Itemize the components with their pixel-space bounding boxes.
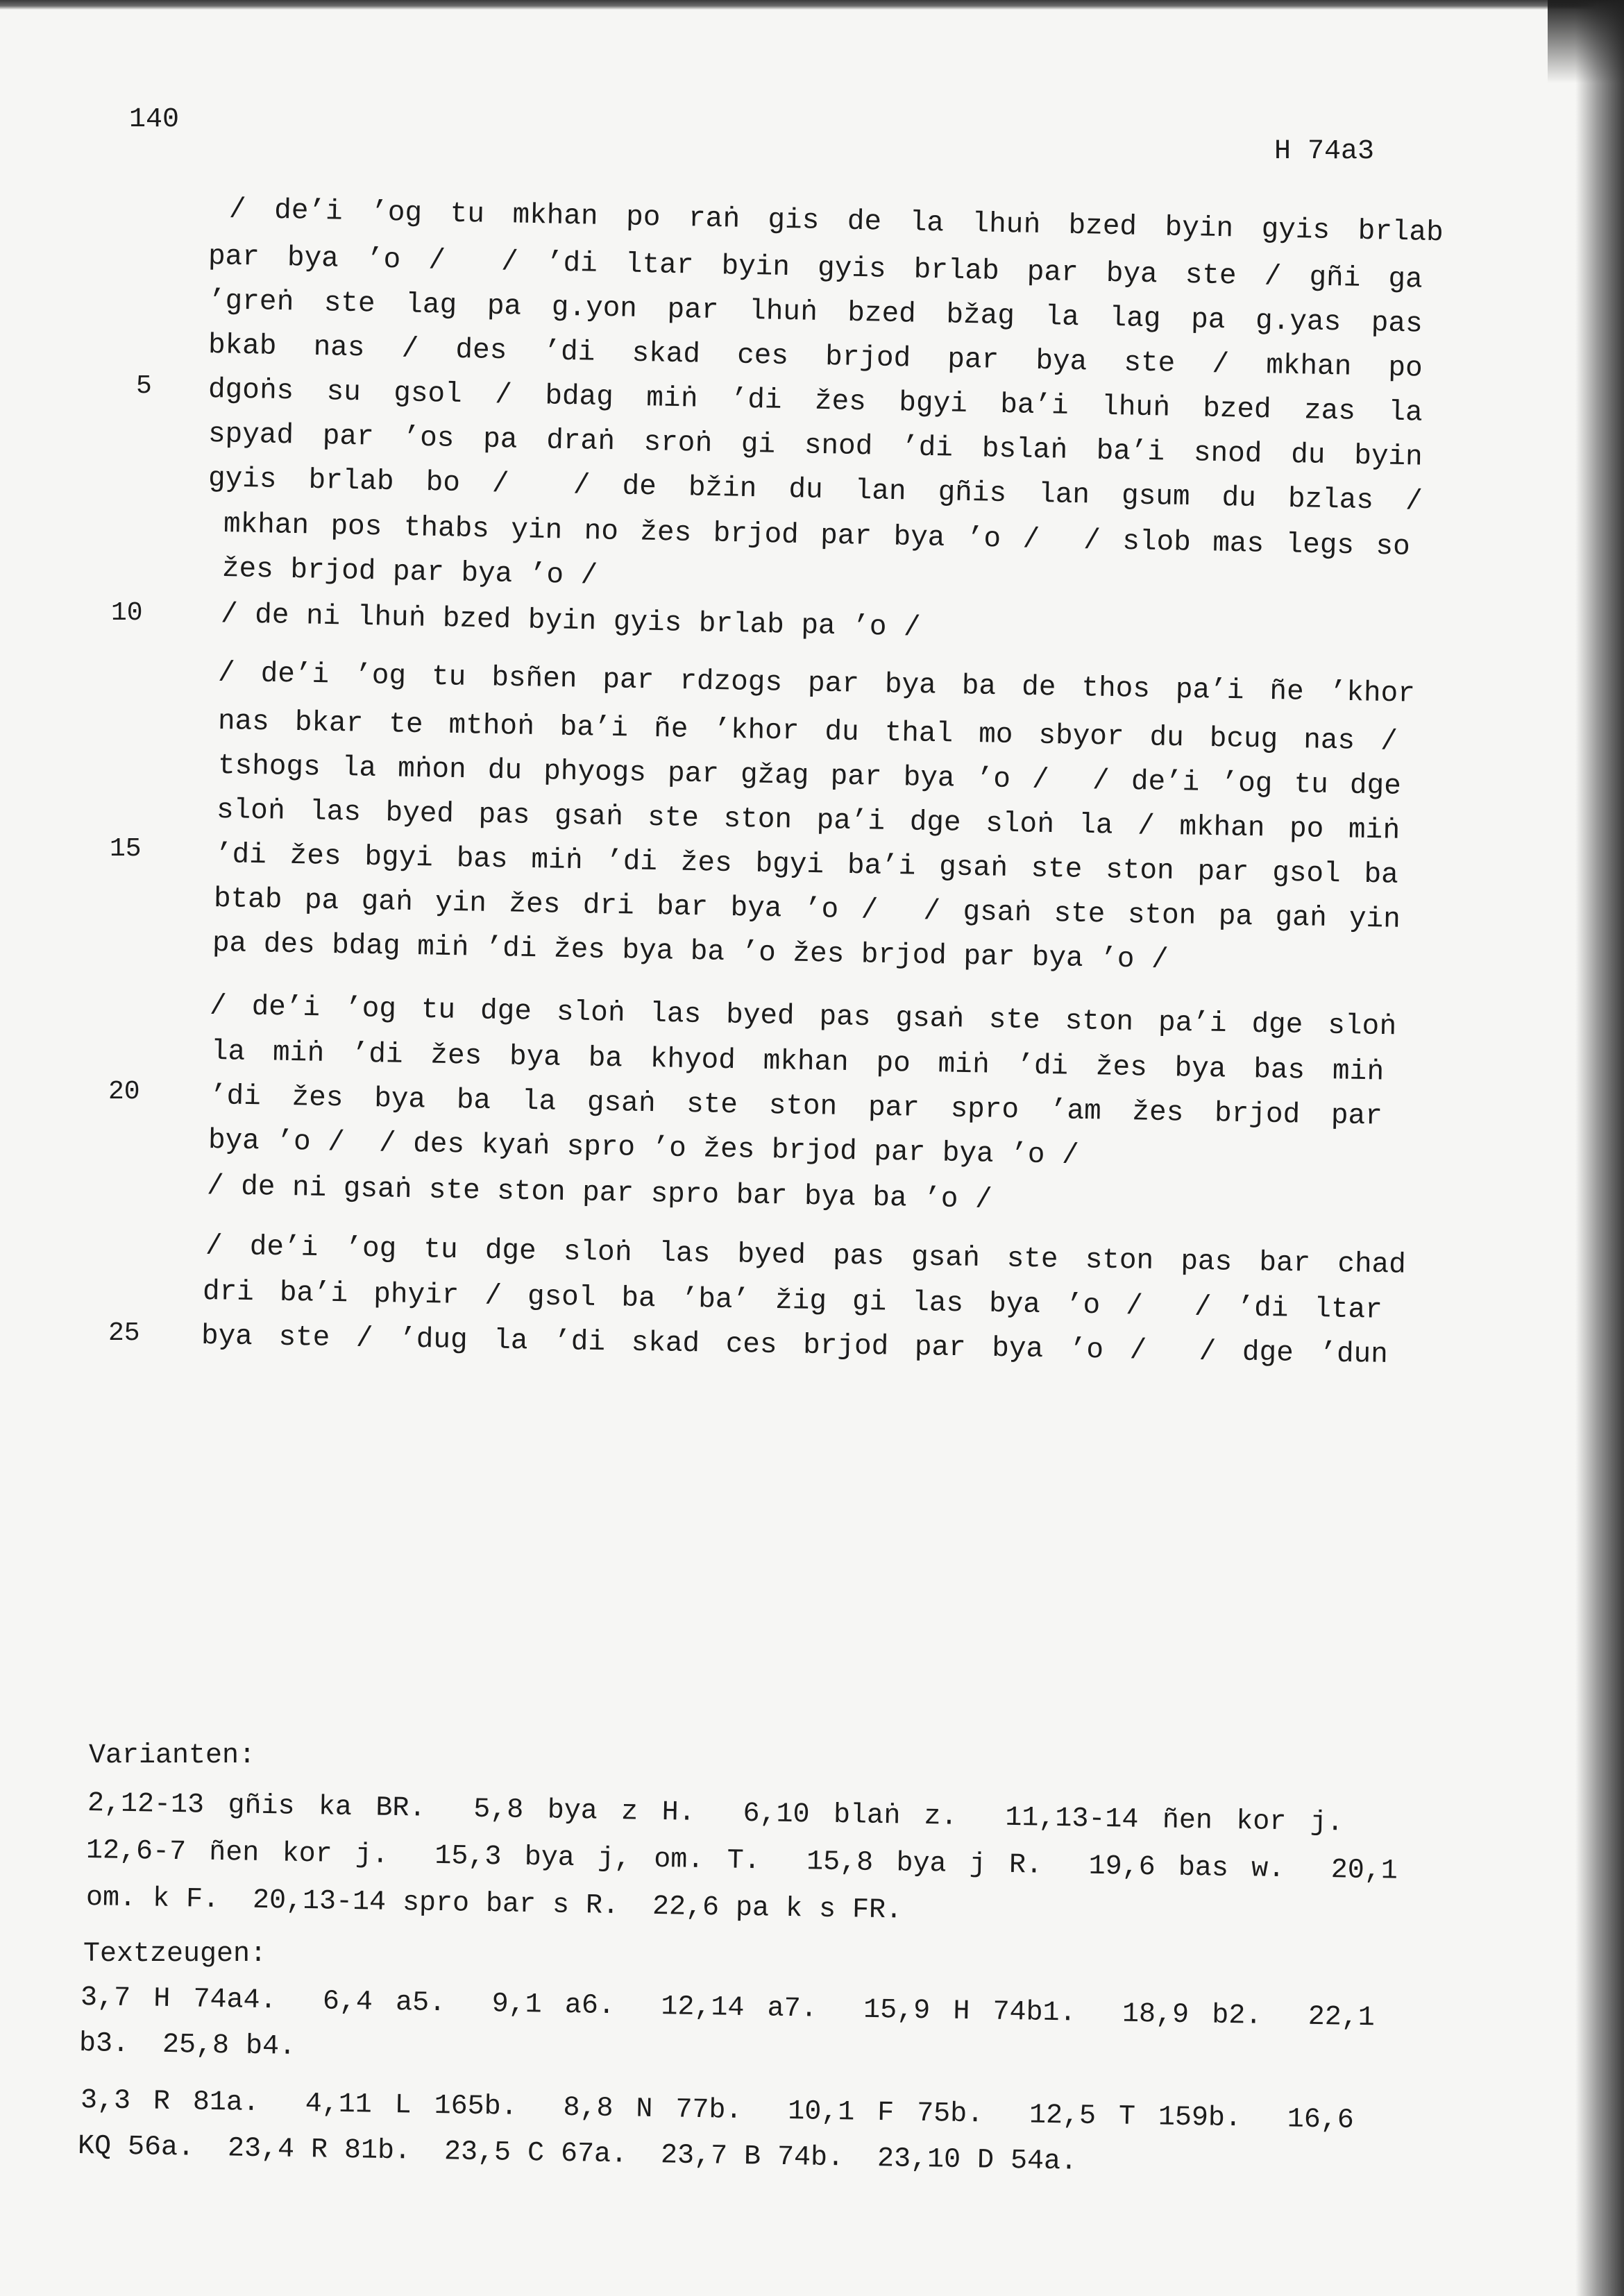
witness-line: 3,7 H 74a4. 6,4 a5. 9,1 a6. 12,14 a7. 15,9 H 74b1. 18,9 b2. 22,1 [80, 1982, 1376, 2034]
text-line: pa des bdag miṅ ’di žes bya ba ’o žes brjod par bya ’o / [212, 928, 1169, 977]
text-line: / de’i ’og tu bsñen par rdzogs par bya ba de thos pa’i ñe ’khor [217, 657, 1416, 711]
witnesses-heading: Textzeugen: [83, 1939, 267, 1970]
text-line: / de’i ’og tu mkhan po raṅ gis de la lhuṅ bzed byin gyis brlab [228, 194, 1444, 250]
witness-line: 3,3 R 81a. 4,11 L 165b. 8,8 N 77b. 10,1 F 75b. 12,5 T 159b. 16,6 [80, 2085, 1355, 2136]
text-line: gyis brlab bo / / de bžin du lan gñis lan gsum du bzlas / [208, 463, 1423, 518]
text-line: par bya ’o / / ’di ltar byin gyis brlab par bya ste / gñi ga [208, 241, 1423, 296]
text-line: ’di žes bya ba la gsaṅ ste ston par spro ’am žes brjod par [209, 1080, 1383, 1133]
text-line: tshogs la mṅon du phyogs par gžag par bya ’o / / de’i ’og tu dge [217, 750, 1402, 803]
text-line: ’di žes bgyi bas miṅ ’di žes bgyi ba’i gsaṅ ste ston par gsol ba [214, 839, 1399, 892]
text-line: ’greṅ ste lag pa g.yon par lhuṅ bzed bžag la lag pa g.yas pas [208, 285, 1423, 341]
variant-line: om. k F. 20,13-14 spro bar s R. 22,6 pa k s FR. [85, 1882, 903, 1927]
line-number: 15 [110, 834, 142, 864]
text-line: bkab nas / des ’di skad ces brjod par bya ste / mkhan po [208, 330, 1423, 385]
variant-line: 12,6-7 ñen kor j. 15,3 bya j, om. T. 15,8 bya j R. 19,6 bas w. 20,1 [85, 1835, 1398, 1887]
folio-reference: H 74a3 [1274, 136, 1375, 167]
line-number: 10 [111, 598, 143, 628]
text-line: / de’i ’og tu dge sloṅ las byed pas gsaṅ ste ston pas bar chad [205, 1230, 1407, 1282]
text-line: / de ni gsaṅ ste ston par spro bar bya ba ’o / [206, 1171, 993, 1216]
witness-line: KQ 56a. 23,4 R 81b. 23,5 C 67a. 23,7 B 74b. 23,10 D 54a. [77, 2131, 1078, 2178]
text-line: žes brjod par bya ’o / [221, 553, 598, 593]
text-line: spyad par ’os pa draṅ sroṅ gi snod ’di bslaṅ ba’i snod du byin [208, 418, 1423, 474]
witness-line: b3. 25,8 b4. [78, 2028, 296, 2063]
scan-top-edge [0, 0, 1624, 10]
text-line: / de’i ’og tu dge sloṅ las byed pas gsaṅ ste ston pa’i dge sloṅ [209, 990, 1397, 1044]
scan-right-edge-shadow [1575, 0, 1624, 2296]
text-line: dri ba’i phyir / gsol ba ’ba’ žig gi las bya ’o / / ’di ltar [202, 1276, 1383, 1327]
text-line: nas bkar te mthoṅ ba’i ñe ’khor du thal mo sbyor du bcug nas / [217, 706, 1398, 758]
text-line: / de ni lhuṅ bzed byin gyis brlab pa ’o / [220, 599, 922, 645]
text-line: dgoṅs su gsol / bdag miṅ ’di žes bgyi ba’i lhuṅ bzed zas la [208, 374, 1423, 430]
line-number: 20 [108, 1077, 140, 1107]
line-number: 25 [108, 1318, 140, 1348]
text-line: sloṅ las byed pas gsaṅ ste ston pa’i dge sloṅ la / mkhan po miṅ [216, 794, 1401, 847]
text-line: bya ’o / / des kyaṅ spro ’o žes brjod par bya ’o / [208, 1125, 1080, 1172]
page-number: 140 [129, 104, 180, 135]
text-line: la miṅ ’di žes bya ba khyod mkhan po miṅ ’di žes bya bas miṅ [210, 1036, 1385, 1089]
text-line: mkhan pos thabs yin no žes brjod par bya ’o / / slob mas legs so [223, 509, 1411, 563]
variant-line: 2,12-13 gñis ka BR. 5,8 bya z H. 6,10 blaṅ z. 11,13-14 ñen kor j. [87, 1788, 1344, 1839]
scan-corner-shadow [1548, 0, 1624, 83]
variants-heading: Varianten: [89, 1740, 256, 1771]
line-number: 5 [136, 371, 152, 401]
text-line: btab pa gaṅ yin žes dri bar bya ’o / / gsaṅ ste ston pa gaṅ yin [213, 883, 1401, 936]
text-line: bya ste / ’dug la ’di skad ces brjod par bya ’o / / dge ’dun [201, 1320, 1389, 1371]
